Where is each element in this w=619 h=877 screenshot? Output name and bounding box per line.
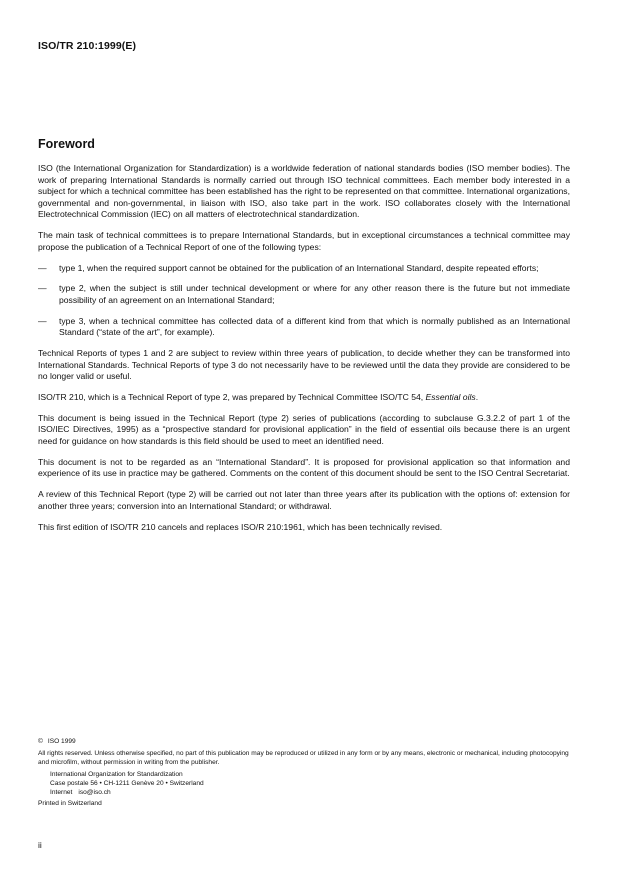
page-number: ii (38, 840, 42, 850)
committee-name: Essential oils (425, 392, 476, 403)
publisher-address (38, 770, 578, 797)
paragraph: This first edition of ISO/TR 210 cancels and replaces ISO/R 210:1961, which has been technically revised. (38, 521, 443, 532)
publisher-name: International Organization for Standardization (50, 771, 183, 778)
paragraph (38, 392, 570, 404)
list-item-text: type 1, when the required support cannot be obtained for the publication of an International Standard, despite repeated efforts; (59, 262, 539, 273)
paragraph: A review of this Technical Report (type 2) will be carried out not later than three years after its publication with the options of: extension for another three years; conversion into an International Standard; or withdrawal. (38, 489, 570, 511)
internet-line (50, 788, 578, 797)
list-dash: — (38, 283, 47, 294)
paragraph: This document is not to be regarded as an “International Standard”. It is proposed for provisional application so that information and experience of its use in practice may be gathered. Comments on the content of this document should be sent to the ISO Central Secretariat. (38, 456, 570, 479)
list-item-text: type 2, when the subject is still under technical development or where for any other reason there is the future but not immediate possibility of an agreement on an International Standard; (59, 283, 570, 305)
paragraph: This document is being issued in the Technical Report (type 2) series of publications (according to subclause G.3.2.2 of part 1 of the ISO/IEC Directives, 1995) as a “prospective standard for provisional application” in the field of essential oils because there is an urgent need for guidance on how standards is this field should be used to meet an identified need. (38, 412, 570, 446)
rights-statement: All rights reserved. Unless otherwise specified, no part of this publication may be reproduced or utilized in any form or by any means, electronic or mechanical, including photocopying and microfilm, without permission in writing from the publisher. (38, 750, 569, 766)
report-types-list (38, 263, 570, 339)
paragraph: The main task of technical committees is to prepare International Standards, but in exceptional circumstances a technical committee may propose the publication of a Technical Report of one of the following types: (38, 230, 570, 252)
foreword-body (38, 163, 570, 542)
paragraph: Technical Reports of types 1 and 2 are subject to review within three years of publication, to decide whether they can be transformed into International Standards. Technical Reports of type 3 do not necessarily have to be reviewed until the data they provide are considered to be no longer valid or useful. (38, 348, 570, 382)
internet-email: iso@iso.ch (78, 789, 111, 796)
copyright-icon: © (38, 738, 43, 745)
list-item (38, 283, 570, 306)
postal-address: Case postale 56 • CH-1211 Genève 20 • Switzerland (50, 780, 204, 787)
list-item-text: type 3, when a technical committee has collected data of a different kind from that which is normally published as an International Standard (“state of the art”, for example). (59, 315, 570, 338)
paragraph-text: ISO/TR 210, which is a Technical Report of type 2, was prepared by Technical Committee ISO/TC 54, (38, 392, 426, 403)
list-item (38, 263, 570, 275)
list-dash: — (38, 262, 47, 273)
printed-in: Printed in Switzerland (38, 800, 102, 807)
list-dash: — (38, 315, 47, 326)
list-item (38, 316, 570, 339)
internet-label: Internet (50, 789, 73, 796)
paragraph-end: . (475, 392, 479, 403)
paragraph: ISO (the International Organization for Standardization) is a worldwide federation of national standards bodies (ISO member bodies). The work of preparing International Standards is normally carried out through ISO technical committees. Each member body interested in a subject for which a technical committee has been established has the right to be represented on that committee. International organizations, governmental and non-governmental, in liaison with ISO, also take part in the work. ISO collaborates closely with the International Electrotechnical Commission (IEC) on all matters of electrotechnical standardization. (38, 163, 570, 220)
copyright-line (38, 737, 578, 746)
foreword-heading: Foreword (38, 137, 95, 151)
document-id: ISO/TR 210:1999(E) (38, 40, 137, 52)
copyright-block (38, 737, 578, 808)
copyright-text: ISO 1999 (47, 738, 76, 745)
